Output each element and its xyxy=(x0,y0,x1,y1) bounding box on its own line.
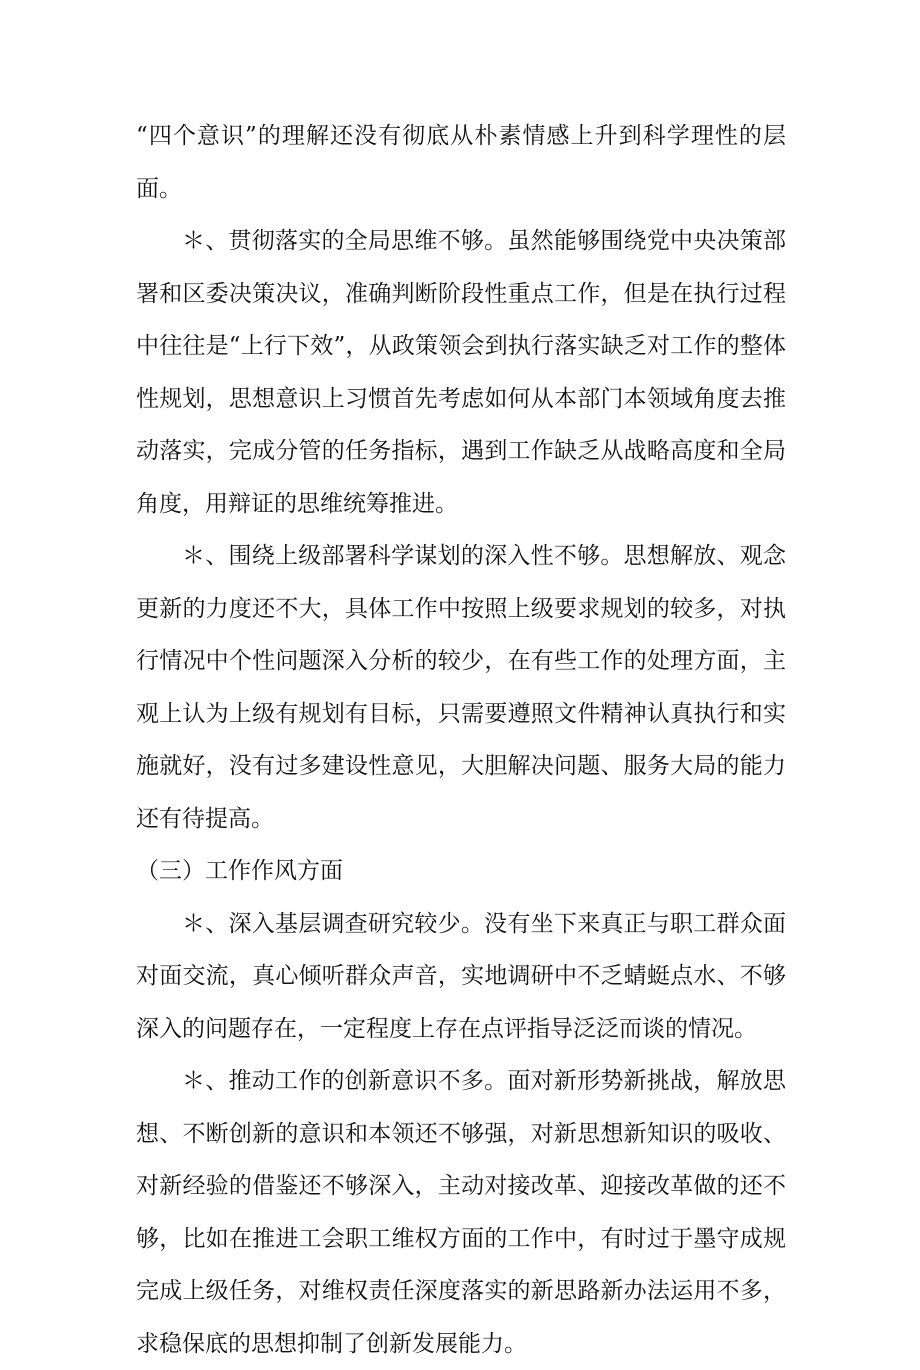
document-body xyxy=(136,110,786,1370)
paragraph-global-thinking: ＊、贯彻落实的全局思维不够。虽然能够围绕党中央决策部署和区委决策决议，准确判断阶段性重点工作，但是在执行过程中往往是“上行下效”，从政策领会到执行落实缺乏对工作的整体性规划，思想意识上习惯首先考虑如何从本部门本领域角度去推动落实，完成分管的任务指标，遇到工作缺乏从战略高度和全局角度，用辩证的思维统筹推进。 xyxy=(136,228,786,517)
paragraph-innovation-awareness: ＊、推动工作的创新意识不多。面对新形势新挑战，解放思想、不断创新的意识和本领还不够强，对新思想新知识的吸收、对新经验的借鉴还不够深入，主动对接改革、迎接改革做的还不够，比如在推进工会职工维权方面的工作中，有时过于墨守成规完成上级任务，对维权责任深度落实的新思路新办法运用不多，求稳保底的思想抑制了创新发展能力。 xyxy=(136,1068,786,1357)
paragraph-grassroots-research: ＊、深入基层调查研究较少。没有坐下来真正与职工群众面对面交流，真心倾听群众声音，实地调研中不乏蜻蜓点水、不够深入的问题存在，一定程度上存在点评指导泛泛而谈的情况。 xyxy=(136,910,786,1042)
section-heading-work-style: （三）工作作风方面 xyxy=(136,858,343,884)
paragraph-planning-depth: ＊、围绕上级部署科学谋划的深入性不够。思想解放、观念更新的力度还不大，具体工作中按照上级要求规划的较多，对执行情况中个性问题深入分析的较少，在有些工作的处理方面，主观上认为上级有规划有目标，只需要遵照文件精神认真执行和实施就好，没有过多建设性意见，大胆解决问题、服务大局的能力还有待提高。 xyxy=(136,543,786,832)
paragraph-continuation: “四个意识”的理解还没有彻底从朴素情感上升到科学理性的层面。 xyxy=(136,123,786,202)
